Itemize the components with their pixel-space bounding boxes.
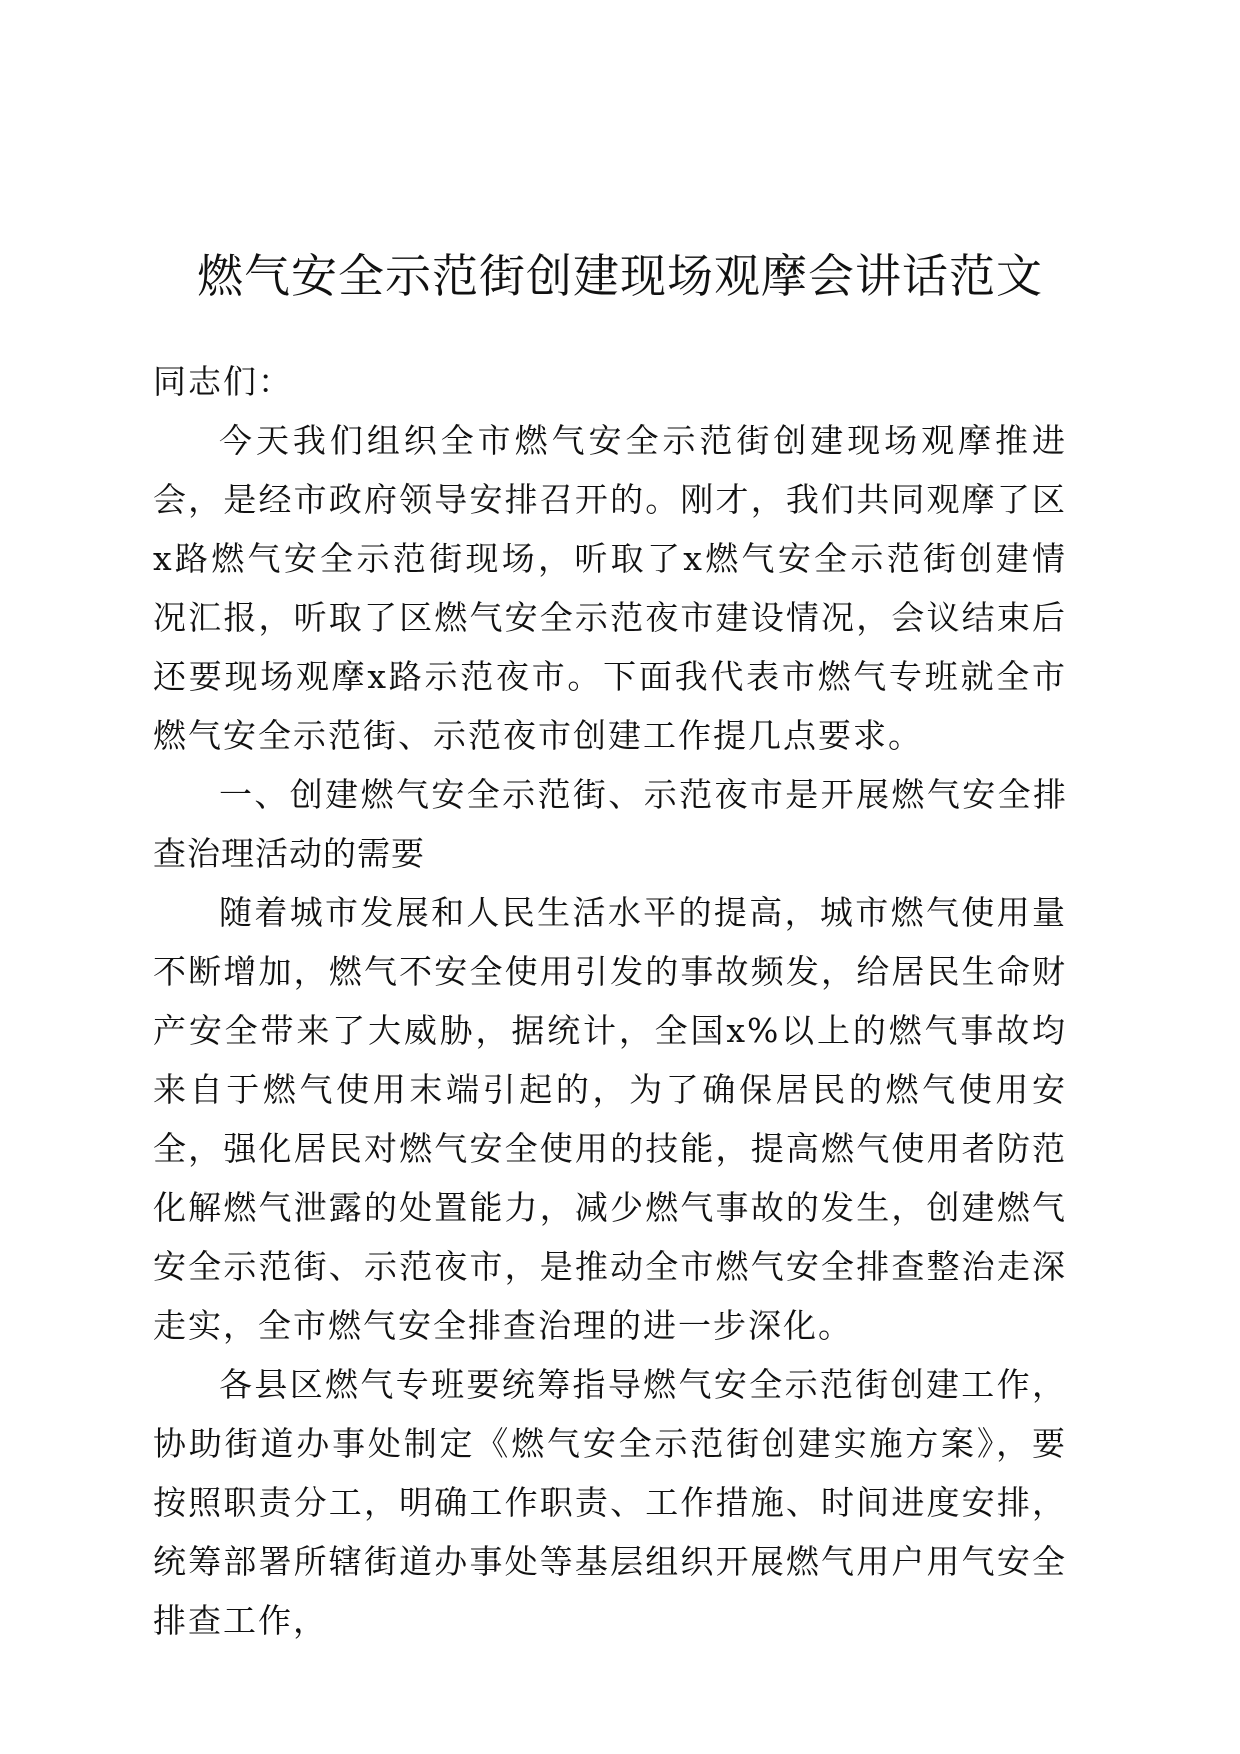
section-1-paragraph-2: 各县区燃气专班要统筹指导燃气安全示范街创建工作，协助街道办事处制定《燃气安全示范街创建实施方案》，要按照职责分工，明确工作职责、工作措施、时间进度安排，统筹部署所辖街道办事处等基层组织开展燃气用户用气安全排查工作， xyxy=(153,1365,1067,1640)
section-1-paragraph-1: 随着城市发展和人民生活水平的提高，城市燃气使用量不断增加，燃气不安全使用引发的事故频发，给居民生命财产安全带来了大威胁，据统计，全国x%以上的燃气事故均来自于燃气使用末端引起的，为了确保居民的燃气使用安全，强化居民对燃气安全使用的技能，提高燃气使用者防范化解燃气泄露的处置能力，减少燃气事故的发生，创建燃气安全示范街、示范夜市，是推动全市燃气安全排查整治走深走实，全市燃气安全排查治理的进一步深化。 xyxy=(153,893,1067,1345)
intro-paragraph: 今天我们组织全市燃气安全示范街创建现场观摩推进会，是经市政府领导安排召开的。刚才，我们共同观摩了区x路燃气安全示范街现场，听取了x燃气安全示范街创建情况汇报，听取了区燃气安全示范夜市建设情况，会议结束后还要现场观摩x路示范夜市。下面我代表市燃气专班就全市燃气安全示范街、示范夜市创建工作提几点要求。 xyxy=(153,421,1067,755)
document-body xyxy=(153,352,1067,1650)
salutation: 同志们： xyxy=(153,362,293,401)
document-title: 燃气安全示范街创建现场观摩会讲话范文 xyxy=(197,249,1043,303)
section-heading-1: 一、创建燃气安全示范街、示范夜市是开展燃气安全排查治理活动的需要 xyxy=(153,775,1067,873)
